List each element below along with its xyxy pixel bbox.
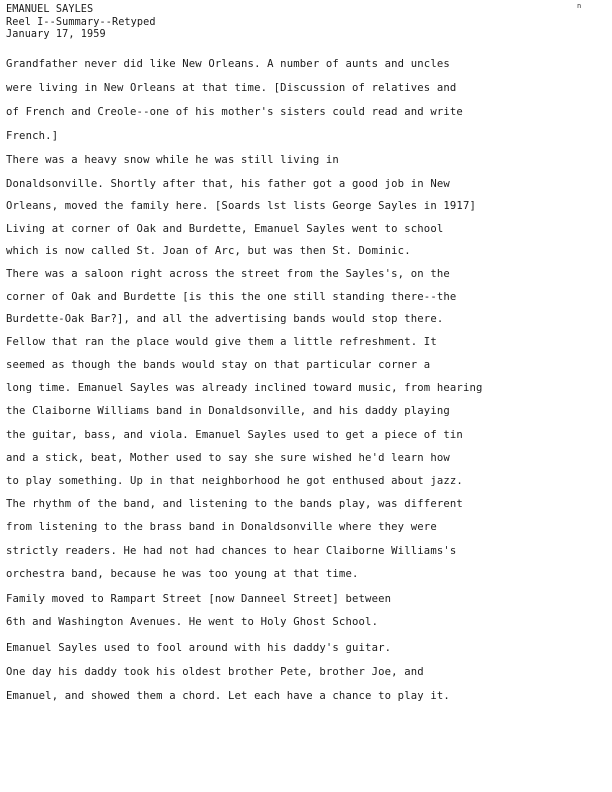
transcript-line: 6th and Washington Avenues. He went to Holy Ghost School.	[6, 616, 379, 628]
transcript-line: which is now called St. Joan of Arc, but was then St. Dominic.	[6, 245, 411, 257]
transcript-line: One day his daddy took his oldest brother Pete, brother Joe, and	[6, 666, 424, 678]
transcript-line: and a stick, beat, Mother used to say she sure wished he'd learn how	[6, 452, 450, 464]
transcript-line: Emanuel, and showed them a chord. Let each have a chance to play it.	[6, 690, 450, 702]
document-header	[6, 4, 156, 42]
transcript-line: of French and Creole--one of his mother's sisters could read and write	[6, 106, 463, 118]
reel-label: Reel I--Summary--Retyped	[6, 16, 156, 28]
page-mark: n	[577, 2, 582, 10]
transcript-line: the Claiborne Williams band in Donaldsonville, and his daddy playing	[6, 405, 450, 417]
transcript-line: from listening to the brass band in Donaldsonville where they were	[6, 521, 437, 533]
transcript-line: orchestra band, because he was too young at that time.	[6, 568, 359, 580]
interviewee-name: EMANUEL SAYLES	[6, 4, 94, 15]
transcript-line: French.]	[6, 130, 59, 142]
transcript-line: Orleans, moved the family here. [Soards lst lists George Sayles in 1917]	[6, 200, 477, 212]
interview-date: January 17, 1959	[6, 29, 106, 40]
transcript-line: the guitar, bass, and viola. Emanuel Sayles used to get a piece of tin	[6, 429, 463, 441]
transcript-line: seemed as though the bands would stay on that particular corner a	[6, 359, 431, 371]
transcript-line: The rhythm of the band, and listening to the bands play, was different	[6, 498, 463, 510]
transcript-line: Donaldsonville. Shortly after that, his father got a good job in New	[6, 178, 450, 190]
transcript-line: Fellow that ran the place would give them a little refreshment. It	[6, 336, 437, 348]
transcript-line: Grandfather never did like New Orleans. A number of aunts and uncles	[6, 58, 450, 70]
transcript-line: strictly readers. He had not had chances to hear Claiborne Williams's	[6, 545, 457, 557]
transcript-line: corner of Oak and Burdette [is this the one still standing there--the	[6, 291, 457, 303]
transcript-line: Emanuel Sayles used to fool around with his daddy's guitar.	[6, 642, 392, 654]
transcript-line: long time. Emanuel Sayles was already inclined toward music, from hearing	[6, 382, 483, 394]
transcript-line: to play something. Up in that neighborhood he got enthused about jazz.	[6, 475, 463, 487]
transcript-line: were living in New Orleans at that time. [Discussion of relatives and	[6, 82, 457, 94]
transcript-line: There was a heavy snow while he was still living in	[6, 154, 339, 166]
transcript-line: There was a saloon right across the street from the Sayles's, on the	[6, 268, 450, 280]
transcript-line: Burdette-Oak Bar?], and all the advertising bands would stop there.	[6, 313, 444, 325]
transcript-line: Living at corner of Oak and Burdette, Emanuel Sayles went to school	[6, 223, 444, 235]
transcript-line: Family moved to Rampart Street [now Danneel Street] between	[6, 593, 392, 605]
